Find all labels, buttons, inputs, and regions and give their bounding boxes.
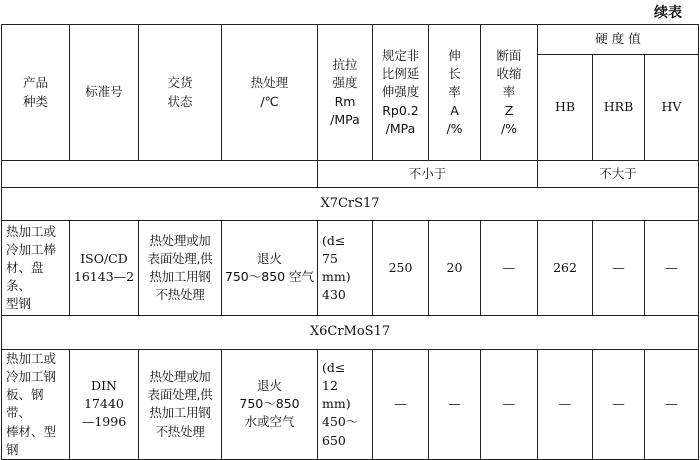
header-limit-row: [2, 161, 699, 188]
cell-reduction-of-area: —: [481, 350, 538, 460]
cell-heat-treatment: 退火 750～850 水或空气: [222, 350, 318, 460]
header-delivery-state: 交货 状态: [139, 25, 222, 161]
cell-hv: —: [645, 221, 699, 316]
header-proof-strength: 规定非 比例延 伸强度 Rp0.2 /MPa: [373, 25, 429, 161]
continued-label: 续表: [654, 5, 682, 21]
cell-hv: —: [645, 350, 699, 460]
table-row: [2, 221, 699, 316]
header-hardness-group: 硬 度 值: [538, 25, 699, 55]
grade-row: [2, 188, 699, 221]
header-hb: HB: [538, 55, 593, 161]
cell-hb: —: [538, 350, 593, 460]
header-hv: HV: [645, 55, 699, 161]
cell-standard-no: DIN 17440 —1996: [70, 350, 139, 460]
header-limit-spacer: [2, 161, 318, 188]
header-row-1: [2, 25, 699, 55]
grade-title: X6CrMoS17: [2, 316, 699, 350]
header-elongation: 伸 长 率 A /%: [429, 25, 481, 161]
header-not-greater-than: 不大于: [538, 161, 699, 188]
header-reduction-of-area: 断面 收缩 率 Z /%: [481, 25, 538, 161]
steel-properties-table: [1, 24, 699, 460]
cell-tensile-strength: (d≤ 12 mm) 450～650: [318, 350, 373, 460]
grade-row: [2, 316, 699, 350]
header-tensile-strength: 抗拉 强度 Rm /MPa: [318, 25, 373, 161]
header-heat-treatment: 热处理 /℃: [222, 25, 318, 161]
header-hrb: HRB: [593, 55, 645, 161]
cell-delivery-state: 热处理或加 表面处理,供 热加工用钢 不热处理: [139, 221, 222, 316]
cell-reduction-of-area: —: [481, 221, 538, 316]
cell-product-type: 热加工或 冷加工钢 板、钢带、 棒材、型钢: [2, 350, 70, 460]
cell-product-type: 热加工或 冷加工棒 材、盘条、 型钢: [2, 221, 70, 316]
cell-proof-strength: —: [373, 350, 429, 460]
header-not-less-than: 不小于: [318, 161, 538, 188]
cell-elongation: 20: [429, 221, 481, 316]
grade-title: X7CrS17: [2, 188, 699, 221]
cell-elongation: —: [429, 350, 481, 460]
header-standard-no: 标准号: [70, 25, 139, 161]
cell-hb: 262: [538, 221, 593, 316]
cell-standard-no: ISO/CD 16143—2: [70, 221, 139, 316]
cell-hrb: —: [593, 350, 645, 460]
table-row: [2, 350, 699, 460]
cell-hrb: —: [593, 221, 645, 316]
header-product-type: 产品 种类: [2, 25, 70, 161]
cell-proof-strength: 250: [373, 221, 429, 316]
cell-delivery-state: 热处理或加 表面处理,供 热加工用钢 不热处理: [139, 350, 222, 460]
cell-tensile-strength: (d≤ 75 mm) 430: [318, 221, 373, 316]
cell-heat-treatment: 退火 750～850 空气: [222, 221, 318, 316]
